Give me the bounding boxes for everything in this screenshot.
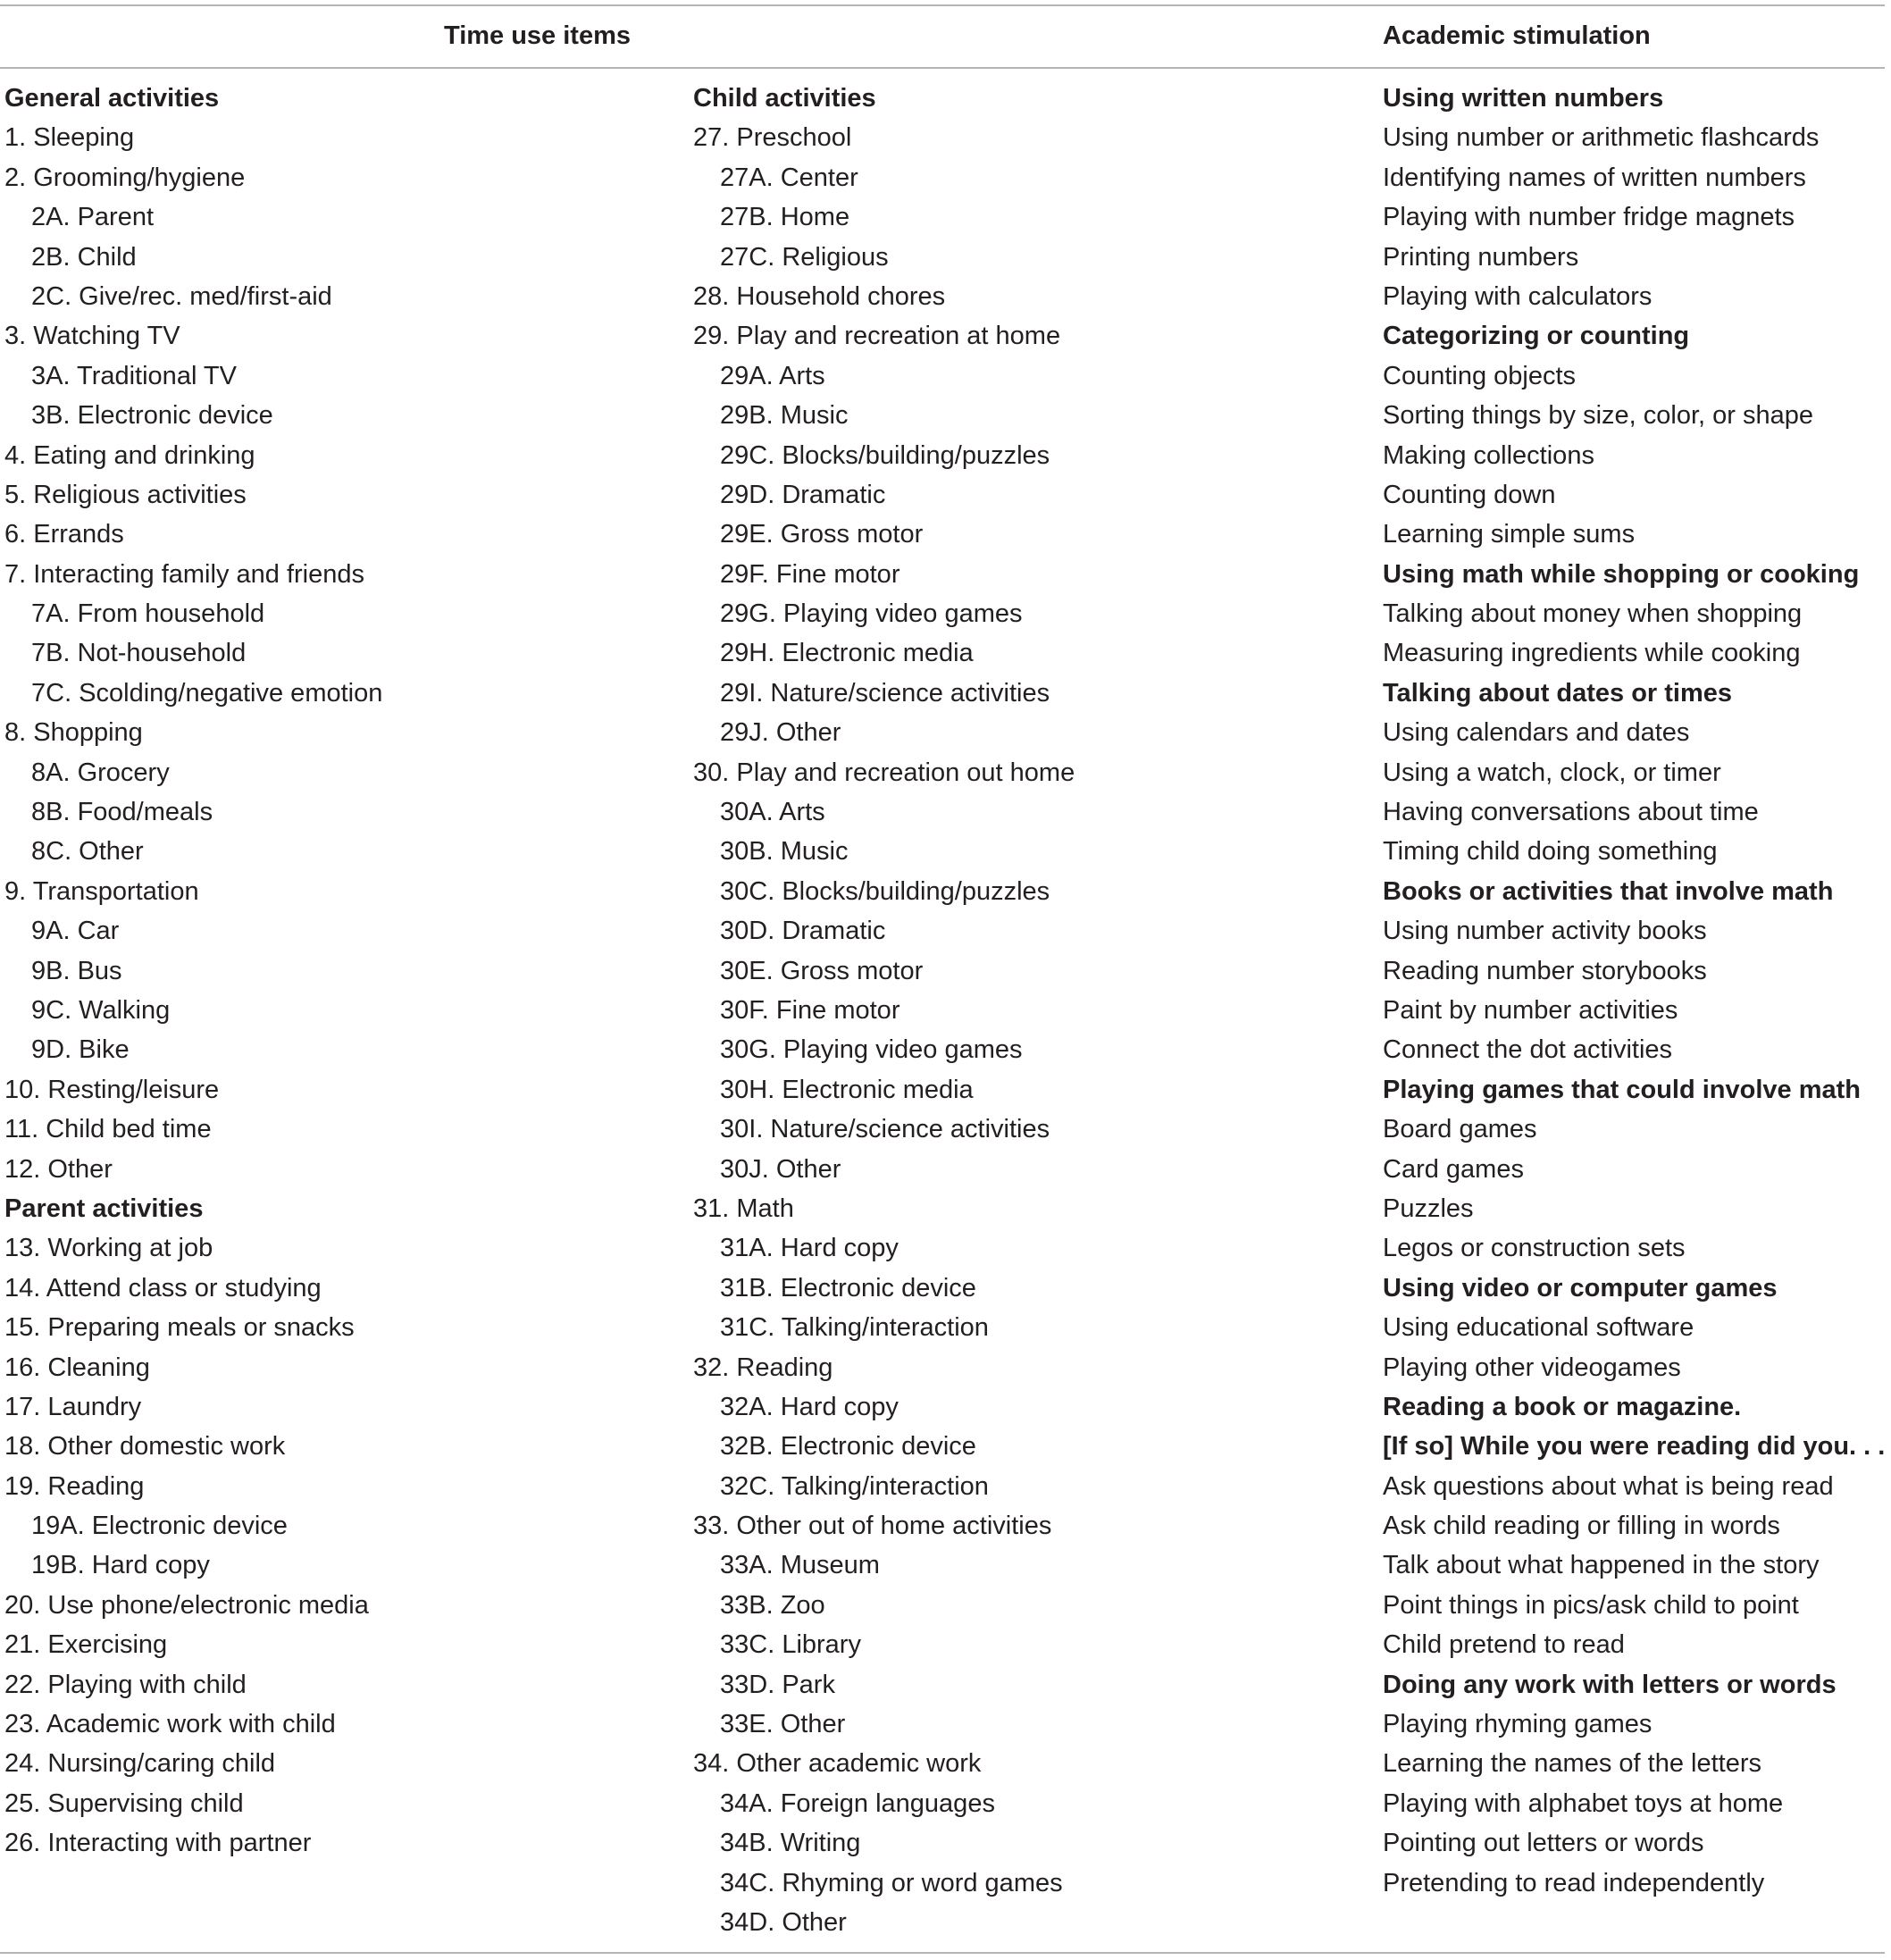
section-heading: Using video or computer games [1383,1273,1778,1302]
table-row-item: 10. Resting/leisure [4,1075,220,1104]
table-row-item: Learning simple sums [1383,520,1636,549]
table-row-item: 32B. Electronic device [720,1432,976,1462]
table-row-item: 30I. Nature/science activities [720,1115,1050,1144]
table-row-item: 23. Academic work with child [4,1710,336,1739]
table-row-item: 32. Reading [693,1353,833,1382]
table-row-item: 34. Other academic work [693,1749,982,1779]
table-row-item: 29E. Gross motor [720,520,924,549]
table-row-item: 9. Transportation [4,876,199,906]
table-row-item: 16. Cleaning [4,1353,150,1382]
table-row-item: 31C. Talking/interaction [720,1313,989,1343]
table-row-item: Playing rhyming games [1383,1710,1653,1739]
table-row-item: 5. Religious activities [4,480,247,509]
header-time-use-items: Time use items [444,21,632,50]
section-heading: Using math while shopping or cooking [1383,559,1860,589]
table-row-item: Puzzles [1383,1194,1474,1223]
table-row-item: Card games [1383,1154,1524,1184]
table-row-item: Pointing out letters or words [1383,1829,1704,1858]
table-row-item: 29D. Dramatic [720,480,886,509]
table-row-item: 32A. Hard copy [720,1392,899,1421]
table-row-item: 29C. Blocks/building/puzzles [720,440,1050,470]
table-row-item: 30J. Other [720,1154,841,1184]
table-row-item: Having conversations about time [1383,798,1759,827]
table-row-item: 27C. Religious [720,242,889,272]
table-row-item: Child pretend to read [1383,1630,1625,1660]
table-row-item: 21. Exercising [4,1630,168,1660]
table-row-item: 33C. Library [720,1630,861,1660]
table-row-item: 30D. Dramatic [720,917,886,946]
section-heading: Reading a book or magazine. [1383,1392,1742,1421]
table-row-item: 29I. Nature/science activities [720,678,1050,708]
table-row-item: Using a watch, clock, or timer [1383,758,1721,787]
table-row-item: 30. Play and recreation out home [693,758,1075,787]
section-heading: Categorizing or counting [1383,322,1690,351]
section-heading: Books or activities that involve math [1383,876,1834,906]
table-row-item: 8B. Food/meals [31,798,213,827]
column-child-activities [693,82,1075,1946]
table-row-item: Ask child reading or filling in words [1383,1512,1780,1541]
section-heading: Using written numbers [1383,84,1664,113]
table-row-item: Talking about money when shopping [1383,599,1803,629]
table-row-item: 13. Working at job [4,1234,213,1263]
table-row-item: 31. Math [693,1194,794,1223]
table-bottom-rule [0,1952,1885,1954]
table-row-item: Measuring ingredients while cooking [1383,639,1801,668]
table-row-item: 29H. Electronic media [720,639,974,668]
table-row-item: 31A. Hard copy [720,1234,899,1263]
table-row-item: 29B. Music [720,401,849,431]
table-row-item: 33A. Museum [720,1551,880,1580]
table-row-item: Using number activity books [1383,917,1707,946]
table-row-item: 7A. From household [31,599,265,629]
table-header-rule [0,67,1885,69]
table-row-item: 29J. Other [720,718,841,748]
table-row-item: 34C. Rhyming or word games [720,1868,1063,1897]
table-row-item: 9D. Bike [31,1035,130,1065]
table-row-item: 28. Household chores [693,281,946,311]
table-row-item: Ask questions about what is being read [1383,1471,1834,1501]
table-row-item: Playing other videogames [1383,1353,1681,1382]
table-row-item: 3B. Electronic device [31,401,273,431]
table-row-item: Board games [1383,1115,1537,1144]
table-row-item: 34B. Writing [720,1829,861,1858]
table-row-item: Playing with alphabet toys at home [1383,1788,1784,1818]
table-row-item: Connect the dot activities [1383,1035,1673,1065]
table-row-item: Talk about what happened in the story [1383,1551,1820,1580]
table-row-item: Learning the names of the letters [1383,1749,1761,1779]
table-row-item: Counting down [1383,480,1556,509]
table-row-item: 8A. Grocery [31,758,170,787]
table-row-item: 32C. Talking/interaction [720,1471,989,1501]
table-row-item: 30H. Electronic media [720,1075,974,1104]
table-row-item: 30B. Music [720,837,849,867]
table-row-item: 24. Nursing/caring child [4,1749,276,1779]
table-row-item: Paint by number activities [1383,995,1678,1025]
table-row-item: 33. Other out of home activities [693,1512,1052,1541]
table-row-item: 19. Reading [4,1471,145,1501]
table-row-item: Pretending to read independently [1383,1868,1765,1897]
table-row-item: 9C. Walking [31,995,171,1025]
table-row-item: 25. Supervising child [4,1788,244,1818]
table-row-item: 9A. Car [31,917,120,946]
table-row-item: 7. Interacting family and friends [4,559,364,589]
table-row-item: Reading number storybooks [1383,956,1707,985]
table-row-item: 8. Shopping [4,718,143,748]
table-row-item: 11. Child bed time [4,1115,212,1144]
table-row-item: 3. Watching TV [4,322,180,351]
table-row-item: 7C. Scolding/negative emotion [31,678,383,708]
table-row-item: 14. Attend class or studying [4,1273,322,1302]
section-heading: Playing games that could involve math [1383,1075,1862,1104]
table-row-item: Timing child doing something [1383,837,1718,867]
table-row-item: Legos or construction sets [1383,1234,1686,1263]
table-row-item: 33E. Other [720,1710,846,1739]
table-row-item: 30E. Gross motor [720,956,924,985]
table-row-item: 29F. Fine motor [720,559,900,589]
table-row-item: 17. Laundry [4,1392,142,1421]
section-heading: [If so] While you were reading did you. . . [1383,1432,1886,1462]
table-row-item: 6. Errands [4,520,124,549]
table-row-item: 34D. Other [720,1907,847,1937]
table-row-item: 19B. Hard copy [31,1551,210,1580]
section-heading: Child activities [693,84,876,113]
table-row-item: 18. Other domestic work [4,1432,286,1462]
section-heading: Doing any work with letters or words [1383,1670,1837,1699]
table-row-item: 30F. Fine motor [720,995,900,1025]
table-row-item: 29G. Playing video games [720,599,1023,629]
table-row-item: 26. Interacting with partner [4,1829,312,1858]
table-row-item: 33D. Park [720,1670,835,1699]
table-row-item: 2C. Give/rec. med/first-aid [31,281,332,311]
section-heading: Talking about dates or times [1383,678,1733,708]
table-row-item: 8C. Other [31,837,144,867]
table-row-item: 29. Play and recreation at home [693,322,1061,351]
table-row-item: 1. Sleeping [4,123,135,153]
table-row-item: 27B. Home [720,203,850,232]
table-row-item: 29A. Arts [720,361,825,390]
table-row-item: 15. Preparing meals or snacks [4,1313,355,1343]
section-heading: Parent activities [4,1194,204,1223]
table-row-item: Sorting things by size, color, or shape [1383,401,1813,431]
table-row-item: 34A. Foreign languages [720,1788,995,1818]
column-academic-stimulation [1383,82,1885,1906]
table-row-item: Identifying names of written numbers [1383,163,1806,192]
table-row-item: 30G. Playing video games [720,1035,1023,1065]
table-row-item: 2B. Child [31,242,137,272]
table-row-item: 12. Other [4,1154,113,1184]
table-row-item: 20. Use phone/electronic media [4,1590,369,1620]
table-row-item: Playing with calculators [1383,281,1653,311]
table-row-item: 27A. Center [720,163,858,192]
section-heading: General activities [4,84,220,113]
table-row-item: 30A. Arts [720,798,825,827]
table-row-item: 2. Grooming/hygiene [4,163,246,192]
table-row-item: 2A. Parent [31,203,155,232]
table-row-item: 7B. Not-household [31,639,247,668]
table-row-item: Making collections [1383,440,1594,470]
table-row-item: Using number or arithmetic flashcards [1383,123,1820,153]
table-row-item: 33B. Zoo [720,1590,825,1620]
table-row-item: Playing with number fridge magnets [1383,203,1795,232]
table-row-item: Using calendars and dates [1383,718,1690,748]
table-row-item: 30C. Blocks/building/puzzles [720,876,1050,906]
table-row-item: 9B. Bus [31,956,122,985]
table-row-item: 3A. Traditional TV [31,361,237,390]
table-row-item: 22. Playing with child [4,1670,247,1699]
table-row-item: Point things in pics/ask child to point [1383,1590,1799,1620]
header-academic-stimulation: Academic stimulation [1383,21,1651,50]
table-row-item: Printing numbers [1383,242,1579,272]
table-row-item: Counting objects [1383,361,1577,390]
table-row-item: 19A. Electronic device [31,1512,288,1541]
table-row-item: 31B. Electronic device [720,1273,976,1302]
table-row-item: 4. Eating and drinking [4,440,255,470]
table-top-rule [0,4,1885,6]
table-row-item: 27. Preschool [693,123,852,153]
column-general-parent-activities [4,82,382,1867]
table-row-item: Using educational software [1383,1313,1694,1343]
